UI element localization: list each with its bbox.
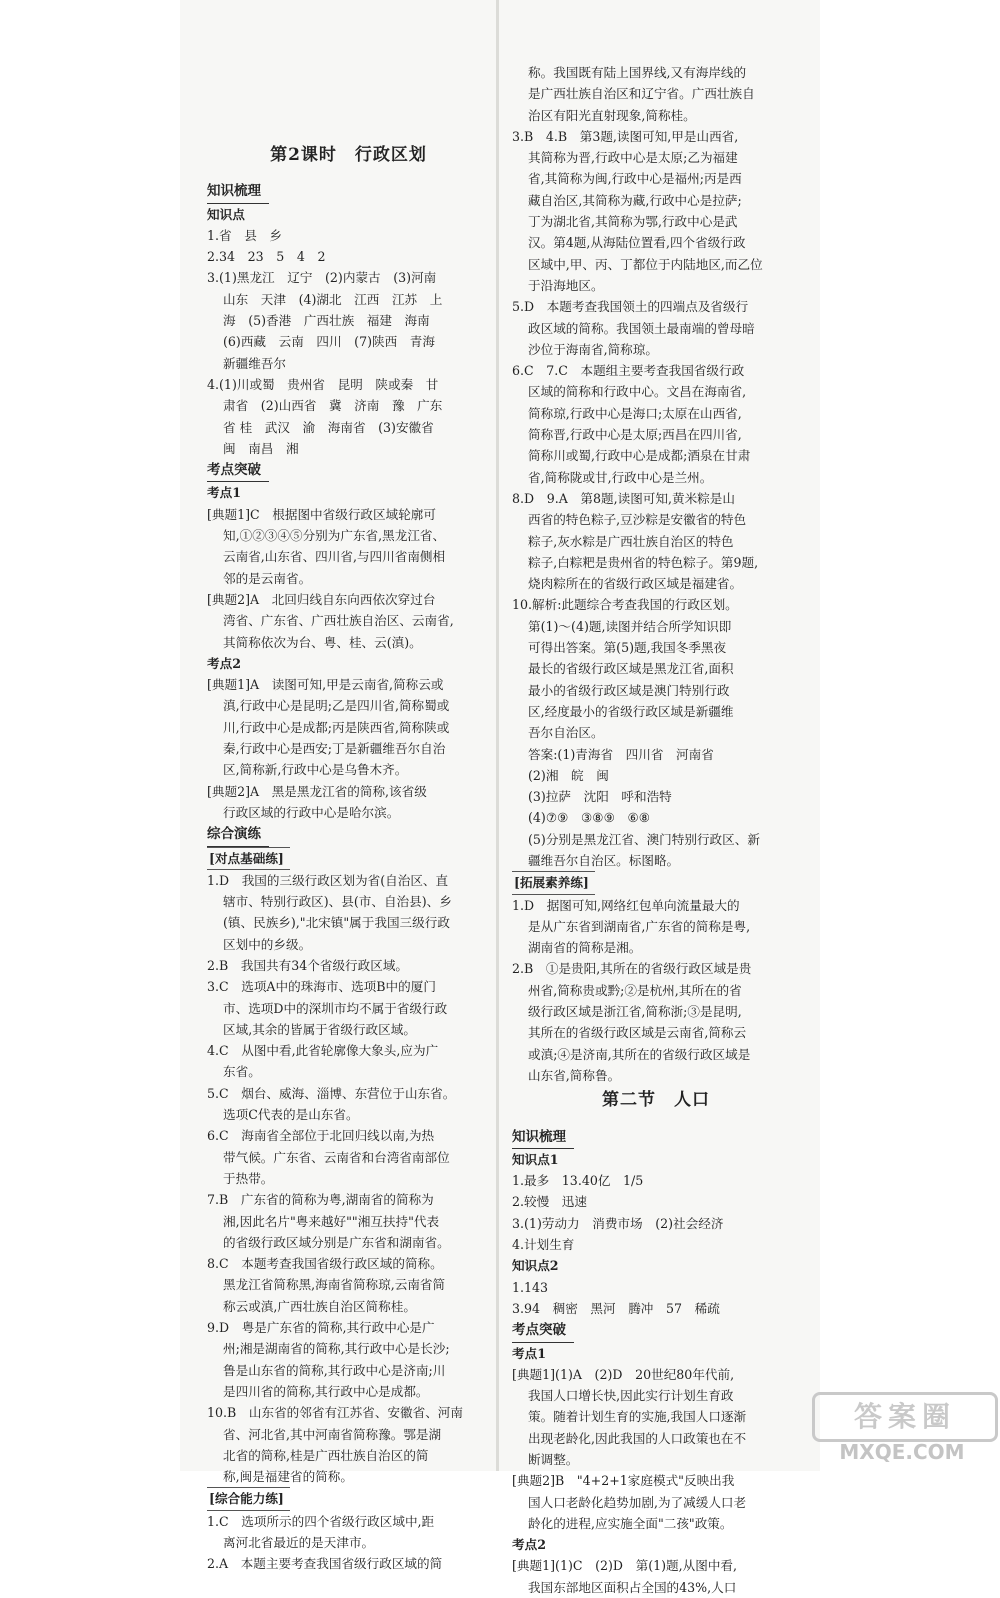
line-text: 考点1 <box>207 485 241 501</box>
line-text: 1.最多 13.40亿 1/5 <box>512 1173 644 1189</box>
text-line <box>207 1445 490 1466</box>
text-line <box>512 850 800 871</box>
line-text: 我国东部地区面积占全国的43%,人口 <box>528 1579 737 1595</box>
line-text: 2.34 23 5 4 2 <box>207 249 326 265</box>
line-text: 北省的简称,桂是广西壮族自治区的简 <box>223 1447 429 1463</box>
line-text: 4.计划生育 <box>512 1237 575 1253</box>
text-line <box>207 1061 490 1082</box>
line-text: 3.C 选项A中的珠海市、选项B中的厦门 <box>207 979 436 995</box>
section-title <box>512 1090 800 1111</box>
text-line <box>207 1338 490 1359</box>
text-line <box>207 1147 490 1168</box>
text-line <box>512 381 800 402</box>
text-line <box>207 1424 490 1445</box>
text-line <box>512 1022 800 1043</box>
line-text: 答案:(1)青海省 四川省 河南省 <box>528 746 714 762</box>
text-line <box>512 552 800 573</box>
text-line <box>512 254 800 275</box>
line-text: 肃省 (2)山西省 冀 济南 豫 广东 <box>223 398 443 414</box>
line-text: 是四川省的简称,其行政中心是成都。 <box>223 1383 429 1399</box>
text-line <box>207 1211 490 1232</box>
line-text: 6.C 7.C 本题组主要考查我国省级行政 <box>512 363 745 379</box>
line-text: 疆维吾尔自治区。标图略。 <box>528 852 680 868</box>
section-heading: 考点突破 <box>512 1320 574 1342</box>
line-text: 可得出答案。第(5)题,我国冬季黑夜 <box>528 640 727 656</box>
text-line <box>512 1428 800 1449</box>
text-line <box>207 759 490 780</box>
text-line <box>512 296 800 317</box>
text-line <box>512 1406 800 1427</box>
text-line <box>207 695 490 716</box>
text-line <box>512 1126 800 1149</box>
line-text: 西省的特色粽子,豆沙粽是安徽省的特色 <box>528 512 747 528</box>
line-text: 政区域的简称。我国领土最南端的曾母暗 <box>528 320 755 336</box>
text-line <box>512 701 800 722</box>
text-line <box>512 1449 800 1470</box>
text-line <box>512 509 800 530</box>
text-line <box>207 1553 490 1574</box>
line-text: 1.D 据图可知,网络红包单向流量最大的 <box>512 897 740 913</box>
line-text: 1.C 选项所示的四个省级行政区域中,距 <box>207 1513 435 1529</box>
line-text: 闽 南昌 湘 <box>223 440 299 456</box>
text-line <box>207 1125 490 1146</box>
line-text: 带气候。广东省、云南省和台湾省南部位 <box>223 1149 450 1165</box>
line-text: 省,简称陇或甘,行政中心是兰州。 <box>528 469 713 485</box>
text-line <box>512 62 800 83</box>
line-text: 6.C 海南省全部位于北回归线以南,为热 <box>207 1128 435 1144</box>
text-line <box>207 781 490 802</box>
text-line <box>207 482 490 503</box>
text-line <box>512 744 800 765</box>
right-lines <box>512 62 800 1598</box>
line-text: 其所在的省级行政区域是云南省,简称云 <box>528 1025 747 1041</box>
text-line <box>512 573 800 594</box>
text-line <box>512 1065 800 1086</box>
text-line <box>512 1001 800 1022</box>
text-line <box>207 374 490 395</box>
line-text: 是广西壮族自治区和辽宁省。广西壮族自 <box>528 86 755 102</box>
line-text: 沙位于海南省,简称琼。 <box>528 341 658 357</box>
line-text: (镇、民族乡),"北宋镇"属于我国三级行政 <box>223 915 450 931</box>
line-text: 省,其简称为闽,行政中心是福州;丙是西 <box>528 171 742 187</box>
line-text: 滇,行政中心是昆明;乙是四川省,简称蜀或 <box>223 698 450 714</box>
text-line <box>512 1534 800 1555</box>
text-line <box>512 360 800 381</box>
text-line <box>512 1170 800 1191</box>
text-line <box>512 807 800 828</box>
line-text: 8.D 9.A 第8题,读图可知,黄米粽是山 <box>512 490 735 506</box>
line-text: (3)拉萨 沈阳 呼和浩特 <box>528 789 672 805</box>
line-text: 湖南省的简称是湘。 <box>528 940 642 956</box>
text-line <box>207 1232 490 1253</box>
line-text: 考点2 <box>207 655 241 671</box>
text-line <box>512 1343 800 1364</box>
line-text: 或滇;④是济南,其所在的省级行政区域是 <box>528 1046 751 1062</box>
text-line <box>207 998 490 1019</box>
text-line <box>512 467 800 488</box>
line-text: 区,经度最小的省级行政区域是新疆维 <box>528 703 734 719</box>
text-line <box>512 765 800 786</box>
text-line <box>207 568 490 589</box>
text-line <box>512 126 800 147</box>
line-text: 考点2 <box>512 1537 546 1553</box>
line-text: 简称晋,行政中心是太原;西昌在四川省, <box>528 427 742 443</box>
line-text: 川,行政中心是成都;丙是陕西省,简称陕或 <box>223 719 450 735</box>
text-line <box>207 1317 490 1338</box>
text-line <box>512 83 800 104</box>
watermark-logo <box>812 1392 992 1462</box>
line-text: 秦,行政中心是西安;丁是新疆维吾尔自治 <box>223 741 446 757</box>
line-text: 4.(1)川或蜀 贵州省 昆明 陕或秦 甘 <box>207 376 439 392</box>
line-text: [典题2]A 黑是黑龙江省的简称,该省级 <box>207 783 427 799</box>
line-text: 区域中,甲、丙、丁都位于内陆地区,而乙位 <box>528 256 763 272</box>
text-line <box>207 1253 490 1274</box>
line-text: 3.94 稠密 黑河 腾冲 57 稀疏 <box>512 1300 720 1316</box>
line-text: 东省。 <box>223 1064 261 1080</box>
line-text: 出现老龄化,因此我国的人口政策也在不 <box>528 1430 747 1446</box>
text-line <box>207 912 490 933</box>
line-text: 粽子,灰水粽是广西壮族自治区的特色 <box>528 533 734 549</box>
line-text: 离河北省最近的是天津市。 <box>223 1535 375 1550</box>
text-line <box>512 105 800 126</box>
line-text: 1.省 县 乡 <box>207 227 282 243</box>
line-text: 2.较慢 迅速 <box>512 1194 587 1210</box>
text-line <box>207 525 490 546</box>
line-text: 简称琼,行政中心是海口;太原在山西省, <box>528 405 742 421</box>
line-text: 汉。第4题,从海陆位置看,四个省级行政 <box>528 235 746 251</box>
text-line <box>512 916 800 937</box>
text-line <box>512 1191 800 1212</box>
line-text: (2)湘 皖 闽 <box>528 767 609 783</box>
line-text: [典题1](1)C (2)D 第(1)题,从图中看, <box>512 1558 738 1574</box>
text-line <box>207 267 490 288</box>
line-text: 8.C 本题考查我国省级行政区域的简称。 <box>207 1256 443 1272</box>
text-line <box>512 1470 800 1491</box>
text-line <box>207 1168 490 1189</box>
text-line <box>207 589 490 610</box>
section-heading: 考点突破 <box>207 460 269 482</box>
line-text: 辖市、特别行政区)、县(市、自治县)、乡 <box>223 894 452 910</box>
line-text: 策。随着计划生育的实施,我国人口逐渐 <box>528 1409 747 1425</box>
line-text: 新疆维吾尔 <box>223 355 286 371</box>
line-text: 最长的省级行政区域是黑龙江省,面积 <box>528 661 734 677</box>
section-heading: 知识梳理 <box>207 181 269 203</box>
text-line <box>207 331 490 352</box>
line-text: 藏自治区,其简称为藏,行政中心是拉萨; <box>528 192 742 208</box>
text-line <box>512 958 800 979</box>
text-line <box>207 847 490 870</box>
line-text: 知识点1 <box>512 1151 559 1167</box>
line-text: 5.D 本题考查我国领土的四端点及省级行 <box>512 299 749 315</box>
line-text: 我国人口增长快,因此实行计划生育政 <box>528 1388 734 1404</box>
line-text: 的省级行政区域分别是广东省和湖南省。 <box>223 1234 450 1250</box>
text-line <box>512 403 800 424</box>
text-line <box>512 658 800 679</box>
line-text: 国人口老龄化趋势加剧,为了减缓人口老 <box>528 1494 747 1510</box>
line-text: 4.C 从图中看,此省轮廓像大象头,应为广 <box>207 1043 439 1059</box>
text-line <box>512 1364 800 1385</box>
text-line <box>207 504 490 525</box>
text-line <box>207 934 490 955</box>
line-text: 其简称依次为台、粤、桂、云(滇)。 <box>223 634 422 650</box>
text-line <box>207 1019 490 1040</box>
line-text: 10.解析:此题综合考查我国的行政区划。 <box>512 597 738 613</box>
line-text: 9.D 粤是广东省的简称,其行政中心是广 <box>207 1320 435 1336</box>
line-text: 吾尔自治区。 <box>528 725 604 741</box>
text-line <box>207 1511 490 1532</box>
line-text: 于热带。 <box>223 1170 274 1186</box>
line-text: 5.C 烟台、威海、淄博、东营位于山东省。 <box>207 1085 456 1101</box>
text-line <box>512 1149 800 1170</box>
text-line <box>512 147 800 168</box>
text-line <box>207 802 490 823</box>
line-text: 治区有阳光直射现象,简称桂。 <box>528 107 696 123</box>
text-line <box>207 1274 490 1295</box>
line-text: 云南省,山东省、四川省,与四川省南侧相 <box>223 549 446 565</box>
text-line <box>512 786 800 807</box>
line-text: [典题2]A 北回归线自东向西依次穿过台 <box>207 591 436 607</box>
line-text: 州省,简称贵或黔;②是杭州,其所在的省 <box>528 982 742 998</box>
line-text: 称云或滇,广西壮族自治区简称桂。 <box>223 1298 416 1314</box>
text-line <box>207 546 490 567</box>
line-text: 知识点2 <box>512 1258 559 1274</box>
line-text: 最小的省级行政区域是澳门特别行政 <box>528 682 730 698</box>
line-text: [典题1]A 读图可知,甲是云南省,简称云或 <box>207 677 444 693</box>
text-line <box>512 1298 800 1319</box>
text-line <box>207 1296 490 1317</box>
text-line <box>512 445 800 466</box>
line-text: 考点1 <box>512 1345 546 1361</box>
line-text: 10.B 山东省的邻省有江苏省、安徽省、河南 <box>207 1405 463 1421</box>
text-line <box>512 980 800 1001</box>
text-line <box>207 417 490 438</box>
section-heading: 知识梳理 <box>512 1127 574 1149</box>
text-line <box>207 180 490 203</box>
text-line <box>207 1083 490 1104</box>
text-line <box>512 1492 800 1513</box>
page-fold <box>496 0 499 1471</box>
text-line <box>207 717 490 738</box>
exercise-heading: [综合能力练] <box>207 1487 290 1510</box>
text-line <box>512 871 800 894</box>
line-text: 区域,其余的皆属于省级行政区域。 <box>223 1021 416 1037</box>
line-text: 龄化的进程,应实施全面"二孩"政策。 <box>528 1515 733 1531</box>
line-text: 其简称为晋,行政中心是太原;乙为福建 <box>528 150 738 166</box>
line-text: 粽子,白粽粑是贵州省的特色粽子。第9题, <box>528 554 759 570</box>
text-line <box>512 232 800 253</box>
line-text: 于沿海地区。 <box>528 277 604 293</box>
text-line <box>207 246 490 267</box>
text-line <box>512 211 800 232</box>
line-text: 第二节 人口 <box>602 1090 710 1111</box>
text-line <box>207 1040 490 1061</box>
line-text: 7.B 广东省的简称为粤,湖南省的简称为 <box>207 1192 434 1208</box>
line-text: 市、选项D中的深圳市均不属于省级行政 <box>223 1000 448 1016</box>
text-line <box>512 488 800 509</box>
text-line <box>512 318 800 339</box>
text-line <box>512 616 800 637</box>
line-text: 山东 天津 (4)湖北 江西 江苏 上 <box>223 291 443 307</box>
line-text: 州;湘是湖南省的简称,其行政中心是长沙; <box>223 1341 450 1357</box>
text-line <box>207 870 490 891</box>
text-line <box>512 1213 800 1234</box>
text-line <box>207 1532 490 1553</box>
text-line <box>512 637 800 658</box>
text-line <box>512 722 800 743</box>
text-line <box>207 891 490 912</box>
line-text: 简称川或蜀,行政中心是成都;酒泉在甘肃 <box>528 448 751 464</box>
text-line <box>512 1513 800 1534</box>
text-line <box>512 1044 800 1065</box>
line-text: 第(1)～(4)题,读图并结合所学知识即 <box>528 618 732 634</box>
text-line <box>512 895 800 916</box>
text-line <box>207 1104 490 1125</box>
line-text: 知,①②③④⑤分别为广东省,黑龙江省、 <box>223 528 446 544</box>
text-line <box>512 168 800 189</box>
lesson-title: 第2课时 行政区划 <box>270 145 427 165</box>
text-line <box>512 275 800 296</box>
text-line <box>207 395 490 416</box>
text-line <box>207 674 490 695</box>
line-text: 湾省、广东省、广西壮族自治区、云南省, <box>223 613 454 629</box>
text-line <box>207 459 490 482</box>
text-line <box>512 424 800 445</box>
text-line <box>207 632 490 653</box>
text-line <box>207 955 490 976</box>
text-line <box>207 976 490 997</box>
text-line <box>207 738 490 759</box>
line-text: [典题1](1)A (2)D 20世纪80年代前, <box>512 1366 735 1382</box>
right-column <box>512 62 800 1598</box>
text-line <box>512 190 800 211</box>
exercise-heading: [对点基础练] <box>207 847 290 870</box>
line-text: 2.B ①是贵阳,其所在的省级行政区域是贵 <box>512 961 752 977</box>
watermark-logo-text: 答案圈 <box>812 1392 998 1442</box>
text-line <box>207 653 490 674</box>
text-line <box>207 289 490 310</box>
text-line <box>207 1402 490 1423</box>
text-line <box>207 225 490 246</box>
line-text: 烧肉粽所在的省级行政区域是福建省。 <box>528 576 743 592</box>
line-text: 选项C代表的是山东省。 <box>223 1107 359 1123</box>
line-text: 省、河北省,其中河南省简称豫。鄂是湖 <box>223 1426 442 1442</box>
text-line <box>207 353 490 374</box>
line-text: 区划中的乡级。 <box>223 936 312 952</box>
text-line <box>512 594 800 615</box>
text-line <box>512 1277 800 1298</box>
text-line <box>207 1189 490 1210</box>
left-column <box>207 141 490 1575</box>
text-line <box>512 680 800 701</box>
line-text: 行政区域的行政中心是哈尔滨。 <box>223 804 400 820</box>
section-heading: 综合演练 <box>207 824 269 846</box>
text-line <box>207 823 490 846</box>
line-text: 海 (5)香港 广西壮族 福建 海南 <box>223 313 430 329</box>
line-text: 山东省,简称鲁。 <box>528 1067 621 1083</box>
line-text: 知识点 <box>207 206 245 222</box>
line-text: 区,简称新,行政中心是乌鲁木齐。 <box>223 762 408 778</box>
line-text: 鲁是山东省的简称,其行政中心是济南;川 <box>223 1362 446 1378</box>
line-text: 3.(1)黑龙江 辽宁 (2)内蒙古 (3)河南 <box>207 270 437 286</box>
text-line <box>207 204 490 225</box>
line-text: 丁为湖北省,其简称为鄂,行政中心是武 <box>528 214 738 230</box>
line-text: 1.143 <box>512 1279 549 1295</box>
line-text: 2.B 我国共有34个省级行政区域。 <box>207 957 409 973</box>
exercise-heading: [拓展素养练] <box>512 871 595 894</box>
text-line <box>512 937 800 958</box>
text-line <box>207 310 490 331</box>
text-line <box>512 1255 800 1276</box>
line-text: 称,闽是福建省的简称。 <box>223 1469 353 1485</box>
text-line <box>512 829 800 850</box>
line-text: 1.D 我国的三级行政区划为省(自治区、直 <box>207 872 449 888</box>
text-line <box>512 339 800 360</box>
text-line <box>207 610 490 631</box>
line-text: 2.A 本题主要考查我国省级行政区域的简 <box>207 1556 443 1572</box>
line-text: 黑龙江省简称黑,海南省简称琼,云南省简 <box>223 1277 446 1293</box>
line-text: 级行政区域是浙江省,简称浙;③是昆明, <box>528 1004 742 1020</box>
text-line <box>207 1487 490 1510</box>
line-text: (5)分别是黑龙江省、澳门特别行政区、新 <box>528 831 760 847</box>
text-line <box>207 1381 490 1402</box>
line-text: 3.B 4.B 第3题,读图可知,甲是山西省, <box>512 128 739 144</box>
watermark-url: MXQE.COM <box>839 1440 965 1464</box>
text-line <box>512 531 800 552</box>
line-text: 省 桂 武汉 渝 海南省 (3)安徽省 <box>223 419 434 435</box>
line-text: 湘,因此名片"粤来越好""湘互扶持"代表 <box>223 1213 440 1229</box>
text-line <box>512 1385 800 1406</box>
line-text: 区域的简称和行政中心。文昌在海南省, <box>528 384 747 400</box>
text-line <box>512 1577 800 1598</box>
text-line <box>512 1234 800 1255</box>
line-text: 3.(1)劳动力 消费市场 (2)社会经济 <box>512 1215 724 1231</box>
line-text: (6)西藏 云南 四川 (7)陕西 青海 <box>223 334 435 350</box>
line-text: [典题1]C 根据图中省级行政区域轮廓可 <box>207 506 436 522</box>
line-text: 是从广东省到湖南省,广东省的简称是粤, <box>528 918 751 934</box>
line-text: 断调整。 <box>528 1452 579 1467</box>
line-text: [典题2]B "4+2+1家庭模式"反映出我 <box>512 1473 735 1489</box>
line-text: 邻的是云南省。 <box>223 570 312 586</box>
text-line <box>512 1319 800 1342</box>
text-line <box>207 438 490 459</box>
text-line <box>207 1466 490 1487</box>
text-line <box>207 1360 490 1381</box>
line-text: (4)⑦⑨ ③⑧⑨ ⑥⑧ <box>528 810 651 826</box>
text-line <box>512 1555 800 1576</box>
line-text: 称。我国既有陆上国界线,又有海岸线的 <box>528 65 747 80</box>
left-lines <box>207 180 490 1574</box>
